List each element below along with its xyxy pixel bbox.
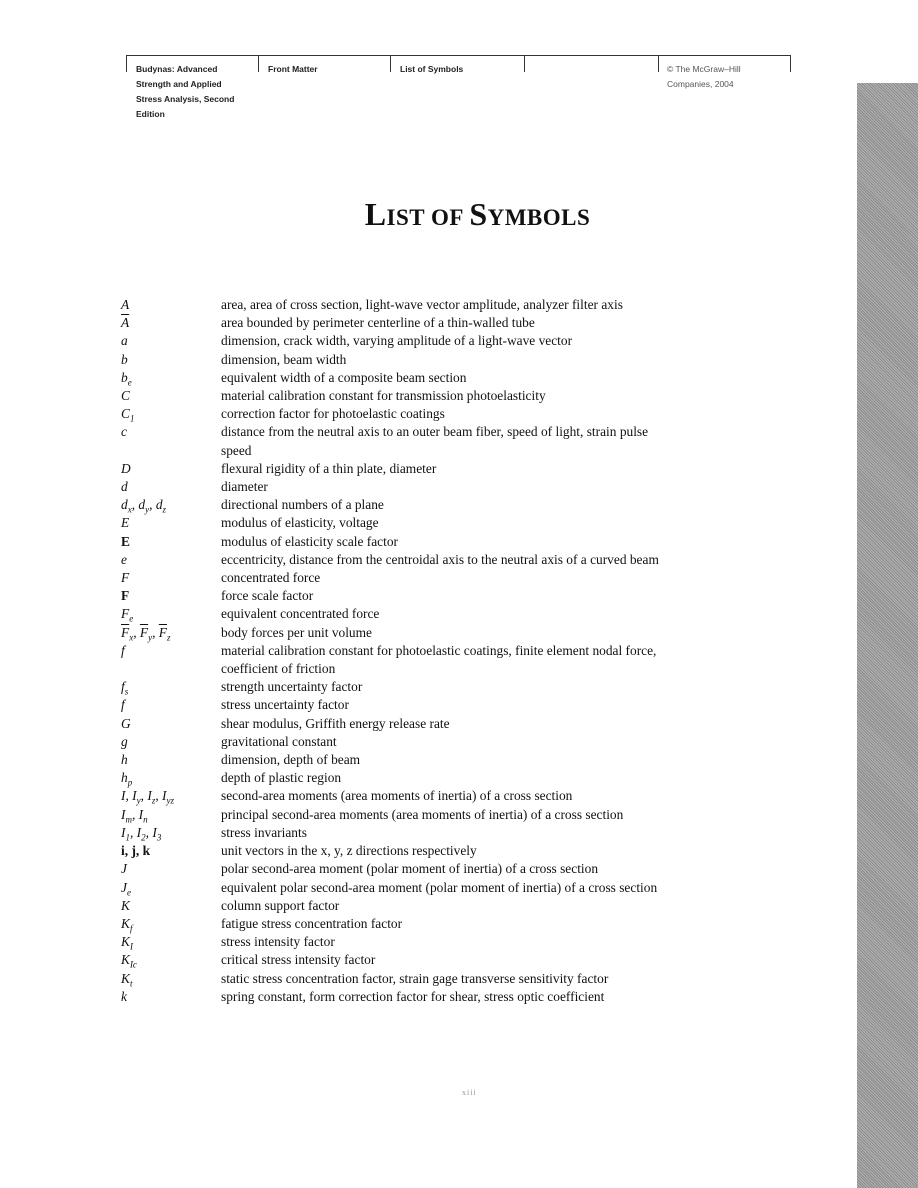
symbol-description: fatigue stress concentration factor <box>221 915 403 931</box>
symbol-row <box>121 296 681 314</box>
header-book-line: Budynas: Advanced <box>136 64 218 74</box>
header-divider <box>524 55 525 72</box>
symbol-description: shear modulus, Griffith energy release rate <box>221 715 450 731</box>
header-blank <box>534 55 654 125</box>
symbol-list <box>121 296 681 1006</box>
symbol-description: force scale factor <box>221 588 314 604</box>
symbol-notation: k <box>121 988 127 1004</box>
symbol-notation: $h_p$ <box>121 770 133 788</box>
symbol-notation: $K_t$ <box>121 970 133 989</box>
header-copyright <box>667 55 789 125</box>
header-copyright-line: Companies, 2004 <box>667 79 734 89</box>
header-book-line: Stress Analysis, Second <box>136 94 235 104</box>
symbol-row <box>121 605 681 623</box>
symbol-description: polar second-area moment (polar moment of inertia) of a cross section <box>221 861 599 877</box>
symbol-notation: F <box>121 570 130 586</box>
title-cap: L <box>364 196 387 232</box>
page-header <box>126 55 791 125</box>
symbol-row <box>121 860 681 878</box>
symbol-notation: d <box>121 479 128 495</box>
symbol-row <box>121 642 681 678</box>
page-edge-bar <box>857 83 918 1188</box>
symbol-notation: A <box>121 297 130 312</box>
symbol-row <box>121 423 681 459</box>
symbol-notation: $b_e$ <box>121 369 132 388</box>
symbol-row <box>121 405 681 423</box>
symbol-description: directional numbers of a plane <box>221 497 384 513</box>
symbol-notation: e <box>121 551 127 567</box>
symbol-row <box>121 933 681 951</box>
page-title <box>0 196 918 233</box>
symbol-description: depth of plastic region <box>221 770 342 786</box>
symbol-description: dimension, crack width, varying amplitude of a light-wave vector <box>221 333 573 349</box>
symbol-row <box>121 951 681 969</box>
symbol-description: unit vectors in the x, y, z directions respectively <box>221 843 477 859</box>
page-number: xiii <box>462 1088 477 1097</box>
symbol-row <box>121 678 681 696</box>
symbol-notation: G <box>121 715 131 731</box>
symbol-row <box>121 824 681 842</box>
symbol-description: second-area moments (area moments of inertia) of a cross section <box>221 788 573 804</box>
symbol-description: equivalent concentrated force <box>221 606 380 622</box>
symbol-row <box>121 769 681 787</box>
symbol-notation: i, j, k <box>121 843 151 859</box>
symbol-description: equivalent width of a composite beam section <box>221 369 467 385</box>
title-rest: YMBOLS <box>487 205 591 230</box>
symbol-notation: $K_I$ <box>121 934 133 952</box>
header-section: Front Matter <box>268 64 318 74</box>
symbol-notation: D <box>121 460 131 476</box>
symbol-description: body forces per unit volume <box>221 624 372 640</box>
symbol-row <box>121 496 681 514</box>
header-chapter: List of Symbols <box>400 64 464 74</box>
header-divider <box>390 55 391 72</box>
symbol-notation: $K_{Ic}$ <box>121 952 137 970</box>
symbol-description: material calibration constant for transmission photoelasticity <box>221 388 546 404</box>
symbol-notation: E <box>121 515 130 531</box>
symbol-notation: g <box>121 733 128 749</box>
symbol-description: area bounded by perimeter centerline of a thin-walled tube <box>221 315 535 331</box>
symbol-notation: a <box>121 333 128 349</box>
symbol-row <box>121 897 681 915</box>
symbol-notation: $F_e$ <box>121 606 134 625</box>
symbol-notation: f <box>121 697 125 713</box>
symbol-description: eccentricity, distance from the centroidal axis to the neutral axis of a curved beam <box>221 551 659 567</box>
header-copyright-line: © The McGraw–Hill <box>667 64 741 74</box>
symbol-notation: K <box>121 897 130 913</box>
symbol-notation: I, $I_y$, $I_z$, $I_{yz}$ <box>121 788 174 807</box>
symbol-notation: $J_e$ <box>121 879 131 898</box>
symbol-row <box>121 879 681 897</box>
symbol-row <box>121 806 681 824</box>
symbol-notation: F <box>121 588 130 604</box>
symbol-row <box>121 842 681 860</box>
header-divider <box>126 55 127 72</box>
symbol-row <box>121 751 681 769</box>
symbol-description: column support factor <box>221 897 340 913</box>
symbol-row <box>121 970 681 988</box>
symbol-row <box>121 787 681 805</box>
title-cap: S <box>469 196 488 232</box>
symbol-row <box>121 533 681 551</box>
title-rest: IST OF <box>386 205 470 230</box>
header-divider <box>658 55 659 72</box>
symbol-notation: c <box>121 424 127 440</box>
header-book-line: Strength and Applied <box>136 79 222 89</box>
header-book-title <box>136 55 258 125</box>
symbol-row <box>121 915 681 933</box>
symbol-description: flexural rigidity of a thin plate, diameter <box>221 460 437 476</box>
symbol-description: distance from the neutral axis to an outer beam fiber, speed of light, strain pulse speed <box>221 424 649 458</box>
symbol-row <box>121 988 681 1006</box>
symbol-notation: C <box>121 388 130 404</box>
symbol-notation: $f_s$ <box>121 679 129 697</box>
symbol-description: stress uncertainty factor <box>221 697 349 713</box>
symbol-notation: $\overline{A}$ <box>121 315 130 331</box>
symbol-description: area, area of cross section, light-wave vector amplitude, analyzer filter axis <box>221 297 623 312</box>
symbol-description: diameter <box>221 479 268 495</box>
symbol-notation: E <box>121 533 130 549</box>
symbol-row <box>121 696 681 714</box>
header-book-line: Edition <box>136 109 165 119</box>
symbol-row <box>121 733 681 751</box>
symbol-description: principal second-area moments (area moments of inertia) of a cross section <box>221 806 624 822</box>
symbol-notation: $d_x$, $d_y$, $d_z$ <box>121 497 167 515</box>
symbol-notation: h <box>121 752 128 768</box>
symbol-description: concentrated force <box>221 570 321 586</box>
symbol-description: modulus of elasticity scale factor <box>221 533 398 549</box>
symbol-notation: $\overline{F}_x$, $\overline{F}_y$, $\overline{F}_z$ <box>121 624 171 643</box>
symbol-description: stress invariants <box>221 824 307 840</box>
symbol-notation: $I_1$, $I_2$, $I_3$ <box>121 824 162 843</box>
symbol-row <box>121 624 681 642</box>
symbol-description: strength uncertainty factor <box>221 679 363 695</box>
symbol-row <box>121 351 681 369</box>
symbol-row <box>121 715 681 733</box>
symbol-description: static stress concentration factor, strain gage transverse sensitivity factor <box>221 970 609 986</box>
symbol-notation: J <box>121 861 127 877</box>
symbol-row <box>121 551 681 569</box>
symbol-row <box>121 387 681 405</box>
symbol-row <box>121 514 681 532</box>
symbol-row <box>121 569 681 587</box>
symbol-row <box>121 332 681 350</box>
symbol-row <box>121 460 681 478</box>
symbol-description: stress intensity factor <box>221 934 335 950</box>
symbol-description: modulus of elasticity, voltage <box>221 515 379 531</box>
symbol-notation: $K_f$ <box>121 915 133 934</box>
symbol-description: gravitational constant <box>221 733 337 749</box>
symbol-row <box>121 587 681 605</box>
symbol-notation: f <box>121 642 125 658</box>
symbol-description: dimension, depth of beam <box>221 752 361 768</box>
symbol-description: correction factor for photoelastic coatings <box>221 406 445 422</box>
symbol-description: dimension, beam width <box>221 351 347 367</box>
symbol-description: equivalent polar second-area moment (polar moment of inertia) of a cross section <box>221 879 658 895</box>
symbol-row <box>121 314 681 332</box>
symbol-description: critical stress intensity factor <box>221 952 376 968</box>
symbol-description: spring constant, form correction factor for shear, stress optic coefficient <box>221 988 605 1004</box>
symbol-notation: b <box>121 351 128 367</box>
symbol-description: material calibration constant for photoelastic coatings, finite element nodal force, coefficient of friction <box>221 642 657 677</box>
header-divider <box>790 55 791 72</box>
header-divider <box>258 55 259 72</box>
symbol-notation: $I_m$, $I_n$ <box>121 806 148 825</box>
symbol-notation: $C_1$ <box>121 406 135 424</box>
symbol-row <box>121 478 681 496</box>
symbol-row <box>121 369 681 387</box>
